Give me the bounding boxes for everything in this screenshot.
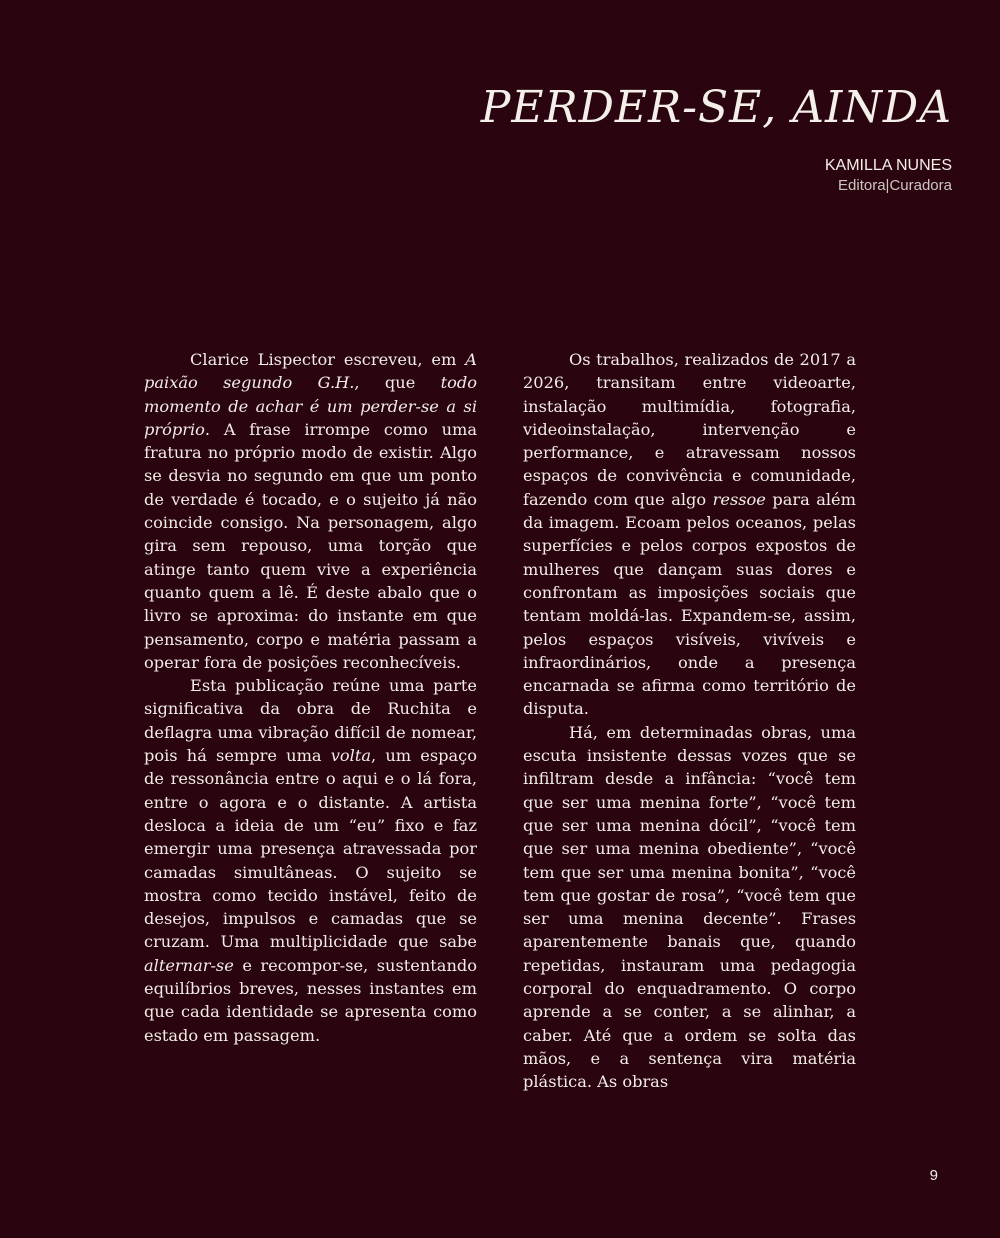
paragraph: Há, em determinadas obras, uma escuta insistente dessas vozes que se infiltram desde a infância: “você tem que ser uma menina forte”, “você tem que ser uma menina dócil”, “você tem que ser uma menina obediente”, “você tem que ser uma menina bonita”, “você tem que gostar de rosa”, “você tem que ser uma menina decente”. Frases aparentemente banais que, quando repetidas, instauram uma pedagogia corporal do enquadramento. O corpo aprende a se conter, a se alinhar, a caber. Até que a ordem se solta das mãos, e a sentença vira matéria plástica. As obras [523,722,856,1092]
text-run: , que [354,373,441,393]
paragraph [144,348,477,674]
author-block [825,156,952,196]
text-column-left [144,348,477,1047]
book-title: A paixão segundo G.H. [144,350,477,393]
quotation: todo momento de achar é um perder-se a si próprio [144,373,477,439]
text-run: Clarice Lispector escreveu, em [190,350,466,369]
text-run: e recompor-se, sustentando equilíbrios breves, nesses instantes em que cada identidade se apresenta como estado em passagem. [144,955,477,1045]
text-run: , um espaço de ressonância entre o aqui e o lá fora, entre o agora e o distante. A artista desloca a ideia de um “eu” fixo e faz emergir uma presença atravessada por camadas simultâneas. O sujeito se mostra como tecido instável, feito de desejos, impulsos e camadas que se cruzam. Uma multiplicidade que sabe [144,746,477,952]
emphasis: ressoe [712,489,766,509]
paragraph [144,674,477,1047]
text-run: para além da imagem. Ecoam pelos oceanos, pelas superfícies e pelos corpos expostos de mulheres que dançam suas dores e confrontam as imposições sociais que tentam moldá-las. Expandem-se, assim, pelos espaços visíveis, vivíveis e infraordinários, onde a presença encarnada se afirma como território de disputa. [523,489,856,719]
page-title: PERDER-SE, AINDA [480,82,952,133]
paragraph [523,348,856,721]
page-number: 9 [929,1167,938,1184]
text-run: Os trabalhos, realizados de 2017 a 2026, transitam entre videoarte, instalação multimídia, fotografia, videoinstalação, intervenção e performance, e atravessam nossos espaços de convivência e comunidade, fazendo com que algo [523,350,856,509]
author-name: KAMILLA NUNES [824,157,952,174]
text-run: Esta publicação reúne uma parte significativa da obra de Ruchita e deflagra uma vibração difícil de nomear, pois há sempre uma [144,676,477,766]
emphasis: alternar-se [144,955,234,975]
text-column-right [523,348,856,1094]
author-role: Editora|Curadora [838,177,952,194]
emphasis: volta [330,746,371,766]
text-run: . A frase irrompe como uma fratura no próprio modo de existir. Algo se desvia no segundo em que um ponto de verdade é tocado, e o sujeito já não coincide consigo. Na personagem, algo gira sem repouso, uma torção que atinge tanto quem vive a experiência quanto quem a lê. É deste abalo que o livro se aproxima: do instante em que pensamento, corpo e matéria passam a operar fora de posições reconhecíveis. [144,419,477,672]
